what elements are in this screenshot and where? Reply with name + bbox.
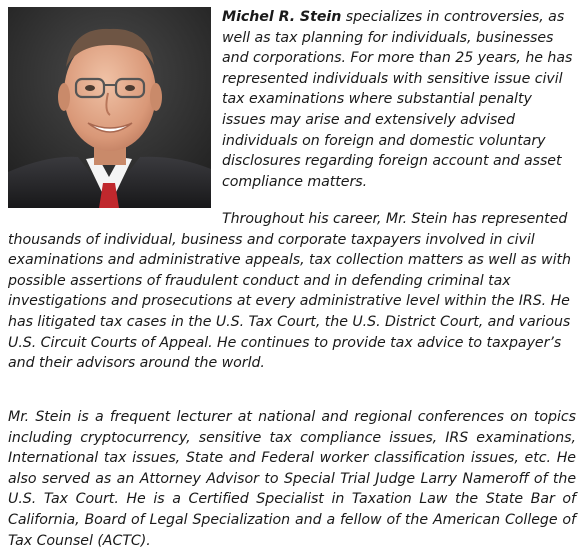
intro-paragraph	[222, 7, 578, 192]
career-paragraph	[8, 209, 576, 374]
career-text: Throughout his career, Mr. Stein has represented thousands of individual, business and corporate taxpayers involved in civil examinations and administrative appeals, tax collection matters as well as with possible assertions of fraudulent conduct and in defending criminal tax investigations and prosecutions at every administrative level within the IRS. He has litigated tax cases in the U.S. Tax Court, the U.S. District Court, and various U.S. Circuit Courts of Appeal. He continues to provide tax advice to taxpayer’s and their advisors around the world.	[8, 211, 571, 372]
attorney-name: Michel R. Stein	[222, 9, 342, 25]
lecturer-paragraph: Mr. Stein is a frequent lecturer at national and regional conferences on topics including cryptocurrency, sensitive tax compliance issues, IRS examinations, International tax issues, State and Federal worker classification issues, etc. He also served as an Attorney Advisor to Special Trial Judge Larry Nameroff of the U.S. Tax Court. He is a Certified Specialist in Taxation Law the State Bar of California, Board of Legal Specialization and a fellow of the American College of Tax Counsel (ACTC).	[8, 409, 576, 549]
intro-text: specializes in controversies, as well as tax planning for individuals, businesses and corporations. For more than 25 years, he has represented individuals with sensitive issue civil tax examinations where substantial penalty issues may arise and extensively advised individuals on foreign and domestic voluntary disclosures regarding foreign account and asset compliance matters.	[222, 9, 573, 190]
headshot-photo	[8, 7, 211, 208]
